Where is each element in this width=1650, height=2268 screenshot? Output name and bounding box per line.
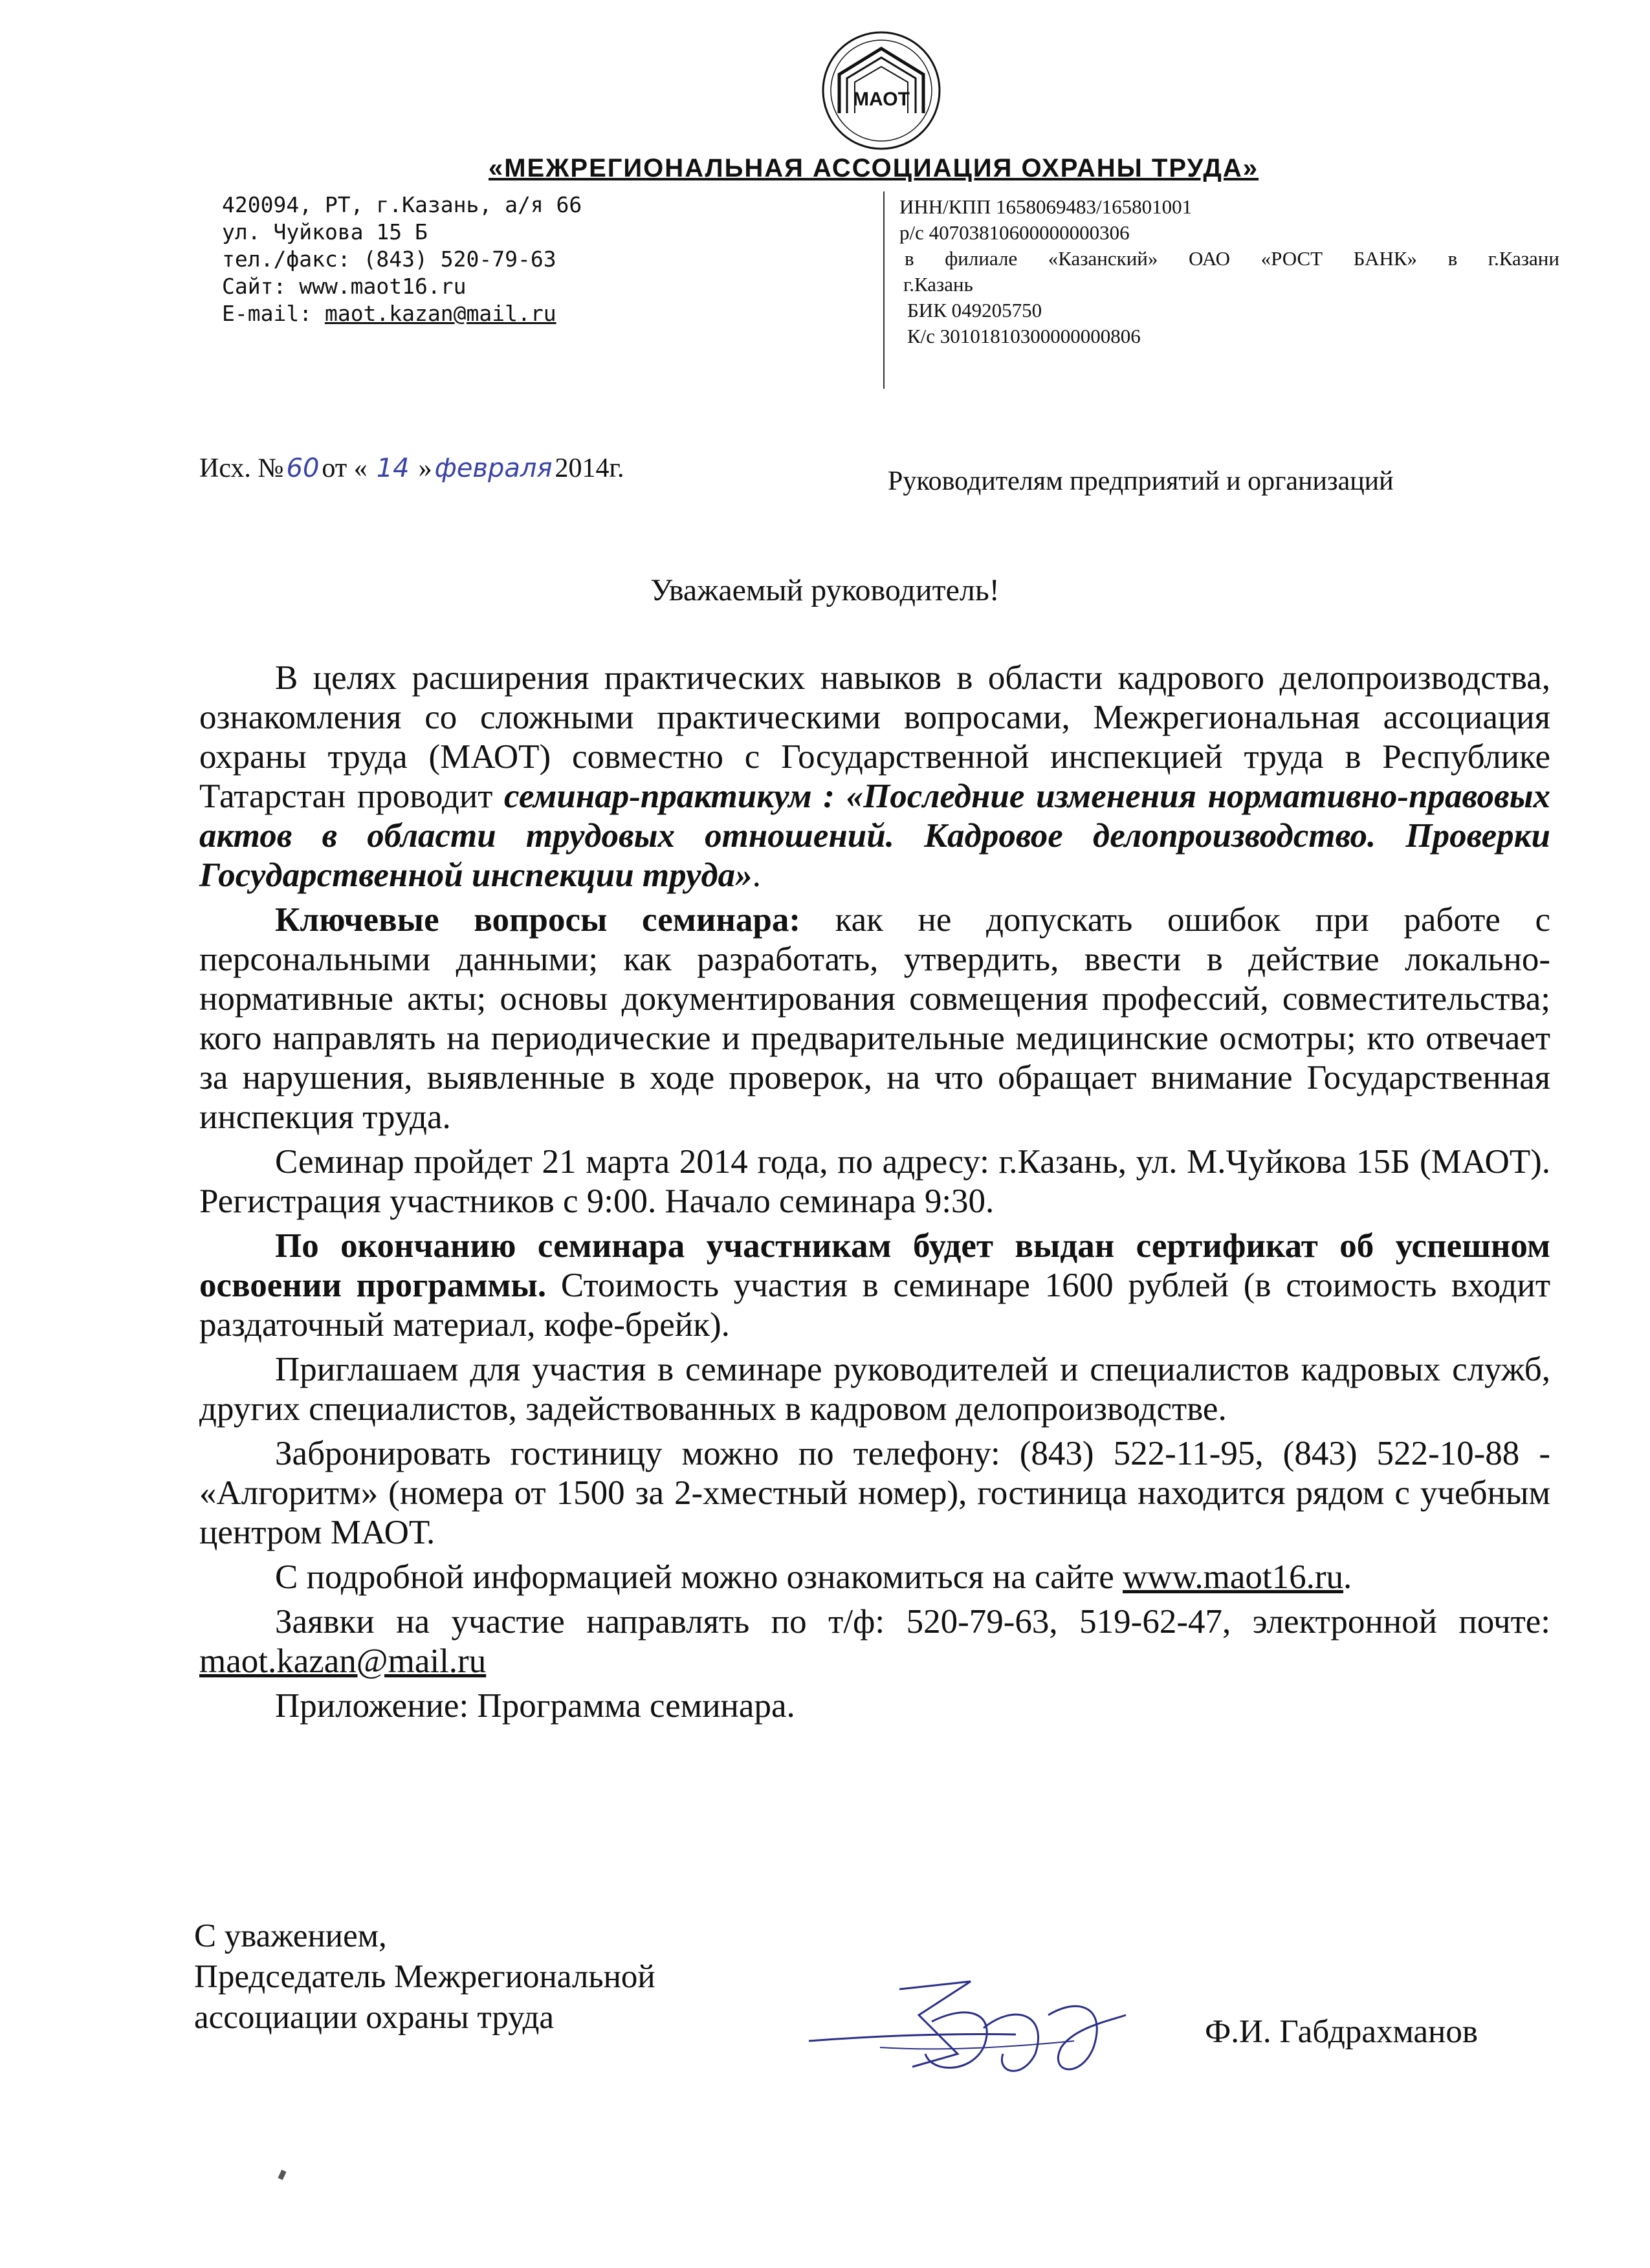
reference-quote: »	[418, 453, 432, 483]
certificate-note: По окончанию семинара участникам будет выдан сертификат об успешном освоении программы.	[199, 1227, 1550, 1304]
letter-body	[199, 659, 1550, 1726]
recipient: Руководителям предприятий и организаций	[888, 466, 1394, 496]
reference-prefix: Исх. №	[199, 453, 284, 483]
bank-line-inn: ИНН/КПП 1658069483/165801001	[899, 195, 1193, 218]
bank-line-city: г.Казань	[903, 273, 973, 296]
logo-text: МАОТ	[853, 89, 910, 110]
maot-logo	[820, 29, 943, 152]
seminar-title: семинар-практикум : «Последние изменения нормативно-правовых актов в области трудовых отношений. Кадровое делопроизводство. Проверки Государственной инспекции труда»	[199, 778, 1550, 894]
website-link[interactable]: www.maot16.ru	[1123, 1558, 1344, 1596]
paragraph-attachment: Приложение: Программа семинара.	[275, 1687, 795, 1725]
scan-mark	[278, 2170, 286, 2180]
bank-line-bik: БИК 049205750	[907, 299, 1042, 322]
bank-line-account: р/с 40703810600000000306	[899, 221, 1130, 244]
reference-from: от «	[322, 453, 368, 483]
paragraph-invitation: Приглашаем для участия в семинаре руководителей и специалистов кадровых служб, других специалистов, задействованных в кадровом делопроизводстве.	[199, 1351, 1550, 1428]
bank-details	[899, 194, 1559, 349]
paragraph-intro: В целях расширения практических навыков в области кадрового делопроизводства, ознакомления со сложными практическими вопросами, Межрегиональная ассоциация охраны труда (МАОТ) совместно с Государственной инспекцией труда в Республике Татарстан проводит семинар-практикум : «Последние изменения нормативно-правовых актов в области трудовых отношений. Кадровое делопроизводство. Проверки Государственной инспекции труда».	[199, 659, 1550, 894]
email-label: E-mail:	[222, 301, 325, 326]
email-link[interactable]: maot.kazan@mail.ru	[199, 1642, 487, 1680]
phone-line: тел./факс: (843) 520-79-63	[222, 246, 556, 272]
bank-line-branch: в филиале «Казанский» ОАО «РОСТ БАНК» в г.Казани	[905, 247, 1559, 270]
closing-block	[194, 1916, 655, 2038]
email-line	[222, 300, 582, 327]
address-line: ул. Чуйкова 15 Б	[222, 219, 428, 245]
bank-line-corr: К/с 30101810300000000806	[907, 325, 1141, 347]
paragraph-applications: Заявки на участие направлять по т/ф: 520-79-63, 519-62-47, электронной почте: maot.kazan@mail.ru	[199, 1603, 1550, 1680]
paragraph-certificate: По окончанию семинара участникам будет выдан сертификат об успешном освоении программы. Стоимость участия в семинаре 1600 рублей (в стоимость входит раздаточный материал, кофе-брейк).	[199, 1227, 1550, 1344]
address-line: 420094, РТ, г.Казань, а/я 66	[222, 192, 582, 217]
signer-name: Ф.И. Габдрахманов	[1205, 2014, 1478, 2050]
closing-line: С уважением,	[194, 1918, 387, 1954]
organization-name: «МЕЖРЕГИОНАЛЬНАЯ АССОЦИАЦИЯ ОХРАНЫ ТРУДА»	[488, 154, 1259, 182]
closing-line: Председатель Межрегиональной	[194, 1959, 655, 1995]
salutation: Уважаемый руководитель!	[650, 573, 1000, 607]
paragraph-date-venue: Семинар пройдет 21 марта 2014 года, по адресу: г.Казань, ул. М.Чуйкова 15Б (МАОТ). Регистрация участников с 9:00. Начало семинара 9:30.	[199, 1143, 1550, 1220]
reference-month: февраля	[434, 453, 553, 483]
website-line: Сайт: www.maot16.ru	[222, 274, 467, 299]
key-questions-heading: Ключевые вопросы семинара:	[275, 901, 801, 939]
reference-year: 2014г.	[555, 453, 624, 483]
closing-line: ассоциации охраны труда	[194, 2000, 555, 2036]
paragraph-hotel: Забронировать гостиницу можно по телефону: (843) 522-11-95, (843) 522-10-88 - «Алгоритм» (номера от 1500 за 2-хместный номер), гостиница находится рядом с учебным центром МАОТ.	[199, 1435, 1550, 1551]
header-divider	[883, 191, 885, 389]
reference-day: 14	[376, 453, 410, 483]
reference-number: 60	[286, 453, 320, 483]
email-link[interactable]: maot.kazan@mail.ru	[324, 301, 556, 326]
address-block	[222, 191, 582, 327]
paragraph-key-questions: Ключевые вопросы семинара: как не допускать ошибок при работе с персональными данными; как разработать, утвердить, ввести в действие локально-нормативные акты; основы документирования совмещения профессий, совместительства; кого направлять на периодические и предварительные медицинские осмотры; кто отвечает за нарушения, выявленные в ходе проверок, на что обращает внимание Государственная инспекция труда.	[199, 901, 1550, 1136]
outgoing-reference	[199, 453, 624, 484]
paragraph-website: С подробной информацией можно ознакомиться на сайте www.maot16.ru.	[275, 1558, 1352, 1596]
handwritten-signature	[802, 1976, 1139, 2106]
